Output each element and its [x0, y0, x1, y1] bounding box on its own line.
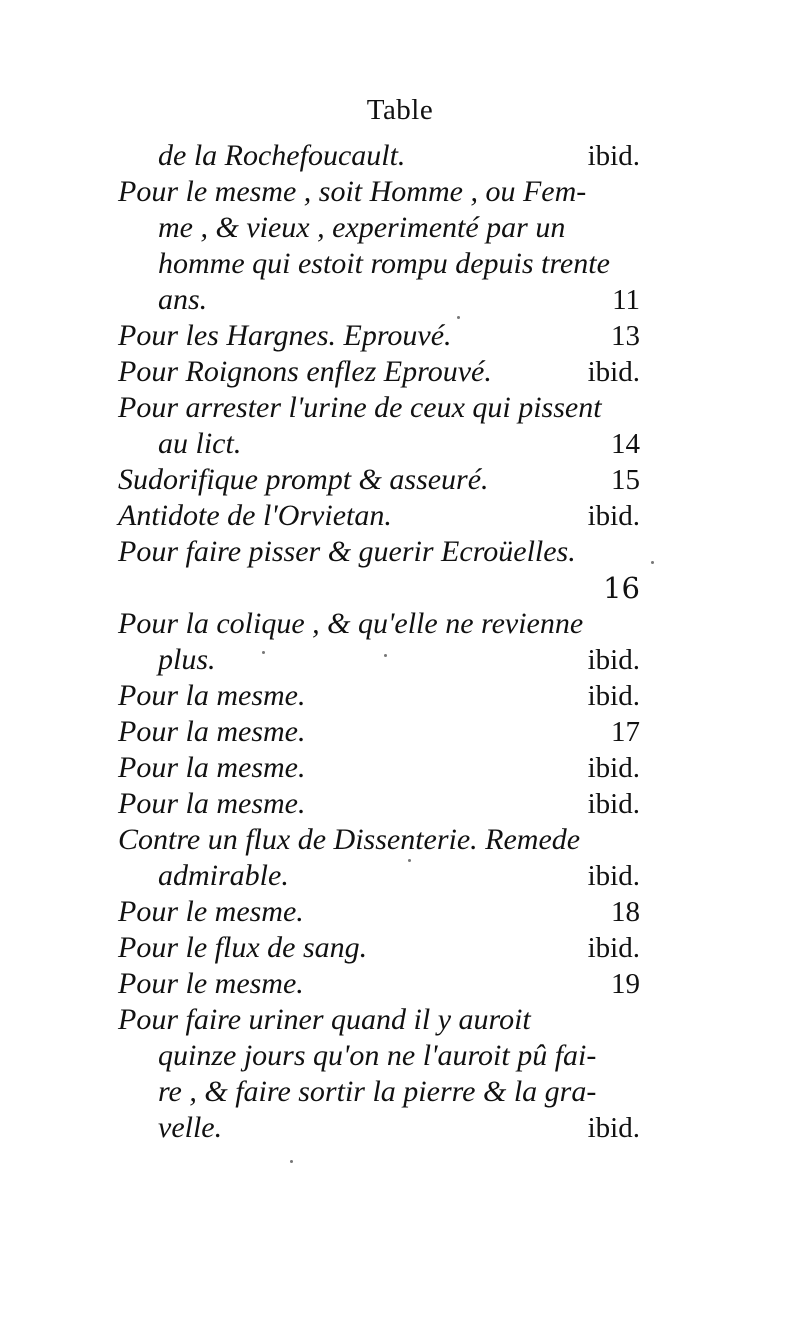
entry-text: Pour les Hargnes. Eprouvé.: [118, 319, 452, 352]
toc-entry-line: [118, 534, 640, 570]
toc-entry-line: [118, 282, 640, 318]
toc-entry-line: [118, 318, 640, 354]
page-number: ibid.: [587, 932, 640, 964]
entry-text: de la Rochefoucault.: [158, 139, 406, 172]
table-of-contents: [118, 138, 640, 1146]
toc-entry-line: [118, 966, 640, 1002]
toc-entry-line: [118, 246, 640, 282]
entry-text: plus.: [158, 643, 216, 676]
entry-text: Antidote de l'Orvietan.: [118, 499, 392, 532]
toc-entry-line: [118, 786, 640, 822]
toc-entry-line: [118, 894, 640, 930]
toc-entry: [118, 678, 640, 714]
entry-text: Pour le mesme.: [118, 895, 304, 928]
page-number: 16: [603, 571, 640, 605]
toc-entry: [118, 822, 640, 894]
toc-entry-line: [118, 1110, 640, 1146]
toc-entry: [118, 750, 640, 786]
toc-entry-line: [118, 714, 640, 750]
toc-entry: [118, 498, 640, 534]
toc-entry: [118, 714, 640, 750]
toc-entry-line: [118, 606, 640, 642]
entry-text: quinze jours qu'on ne l'auroit pû fai-: [158, 1039, 597, 1072]
paper-speck: [290, 1160, 293, 1163]
page-number: ibid.: [587, 752, 640, 784]
toc-entry: [118, 786, 640, 822]
toc-entry: [118, 318, 640, 354]
entry-text: velle.: [158, 1111, 223, 1144]
entry-text: Pour faire uriner quand il y auroit: [118, 1003, 531, 1036]
toc-entry: [118, 354, 640, 390]
toc-entry: [118, 174, 640, 318]
entry-text: Pour arrester l'urine de ceux qui pissent: [118, 391, 602, 424]
entry-text: ans.: [158, 283, 208, 316]
toc-entry-line: [118, 498, 640, 534]
entry-text: Pour la mesme.: [118, 787, 306, 820]
toc-entry-line: [118, 1038, 640, 1074]
toc-entry-line: [118, 138, 640, 174]
page-number: ibid.: [587, 1112, 640, 1144]
entry-text: Pour la mesme.: [118, 679, 306, 712]
page-number: 19: [611, 968, 640, 1000]
page-number: 11: [612, 284, 640, 316]
page-number: ibid.: [587, 680, 640, 712]
toc-entry-line: [118, 858, 640, 894]
entry-text: admirable.: [158, 859, 289, 892]
page-number: 13: [611, 320, 640, 352]
toc-entry-line: [118, 354, 640, 390]
toc-entry-line: [118, 210, 640, 246]
paper-speck: [457, 316, 460, 319]
toc-entry: [118, 1002, 640, 1146]
toc-entry-line: [118, 462, 640, 498]
entry-text: Sudorifique prompt & asseuré.: [118, 463, 489, 496]
page-number: 14: [611, 428, 640, 460]
toc-entry-line: [118, 750, 640, 786]
entry-text: Pour la mesme.: [118, 715, 306, 748]
toc-entry-line: [118, 426, 640, 462]
page-number-line: [118, 570, 640, 606]
toc-entry: [118, 138, 640, 174]
toc-entry-line: [118, 930, 640, 966]
toc-entry: [118, 930, 640, 966]
page-title: Table: [366, 94, 434, 126]
toc-entry-line: [118, 174, 640, 210]
paper-speck: [408, 859, 411, 862]
page-number: 15: [611, 464, 640, 496]
entry-text: Pour faire pisser & guerir Ecroüelles.: [118, 535, 576, 568]
paper-speck: [651, 561, 654, 564]
entry-text: Pour la mesme.: [118, 751, 306, 784]
toc-entry-line: [118, 390, 640, 426]
entry-text: au lict.: [158, 427, 242, 460]
entry-text: Pour le mesme.: [118, 967, 304, 1000]
entry-text: Contre un flux de Dissenterie. Remede: [118, 823, 581, 856]
toc-entry-line: [118, 678, 640, 714]
page-number: ibid.: [587, 500, 640, 532]
page-number: ibid.: [587, 860, 640, 892]
toc-entry: [118, 534, 640, 606]
entry-text: Pour la colique , & qu'elle ne revienne: [118, 607, 584, 640]
toc-entry: [118, 606, 640, 678]
toc-entry-line: [118, 1002, 640, 1038]
toc-entry-line: [118, 822, 640, 858]
entry-text: me , & vieux , experimenté par un: [158, 211, 566, 244]
toc-entry: [118, 966, 640, 1002]
toc-entry-line: [118, 1074, 640, 1110]
page-number: ibid.: [587, 644, 640, 676]
toc-entry: [118, 894, 640, 930]
entry-text: homme qui estoit rompu depuis trente: [158, 247, 610, 280]
toc-entry: [118, 462, 640, 498]
entry-text: Pour le flux de sang.: [118, 931, 368, 964]
paper-speck: [262, 651, 265, 654]
page-number: ibid.: [587, 140, 640, 172]
entry-text: Pour Roignons enflez Eprouvé.: [118, 355, 492, 388]
page-number: ibid.: [587, 788, 640, 820]
entry-text: re , & faire sortir la pierre & la gra-: [158, 1075, 597, 1108]
toc-entry-line: [118, 642, 640, 678]
page-number: ibid.: [587, 356, 640, 388]
entry-text: Pour le mesme , soit Homme , ou Fem-: [118, 175, 587, 208]
toc-entry: [118, 390, 640, 462]
page-number: 17: [611, 716, 640, 748]
page-number: 18: [611, 896, 640, 928]
paper-speck: [384, 654, 387, 657]
